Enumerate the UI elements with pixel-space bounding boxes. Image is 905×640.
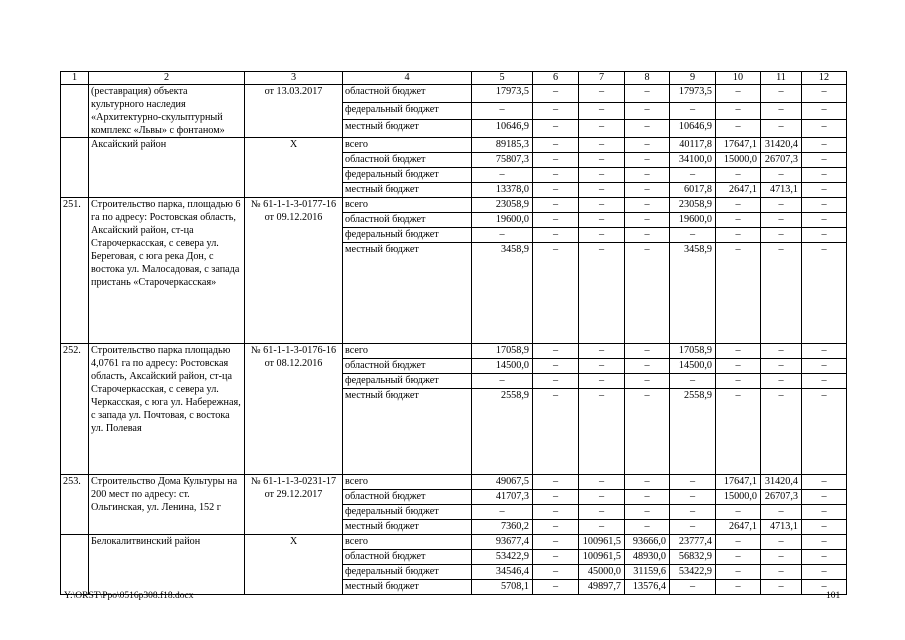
value-cell: – bbox=[802, 183, 847, 198]
value-cell: – bbox=[579, 374, 625, 389]
budget-source-label: местный бюджет bbox=[343, 183, 472, 198]
value-cell: 31159,6 bbox=[625, 565, 670, 580]
value-cell: – bbox=[761, 213, 802, 228]
budget-table bbox=[60, 71, 847, 595]
value-cell: 3458,9 bbox=[670, 243, 716, 344]
value-cell: 14500,0 bbox=[472, 359, 533, 374]
value-cell: – bbox=[670, 505, 716, 520]
table-row bbox=[61, 138, 847, 153]
value-cell: – bbox=[579, 475, 625, 490]
value-cell: – bbox=[802, 520, 847, 535]
value-cell: 100961,5 bbox=[579, 535, 625, 550]
value-cell: – bbox=[579, 344, 625, 359]
value-cell: – bbox=[802, 120, 847, 138]
column-number-cell: 10 bbox=[716, 72, 761, 85]
value-cell: – bbox=[716, 243, 761, 344]
document-reference: № 61-1-1-3-0231-17 от 29.12.2017 bbox=[245, 475, 343, 535]
row-number bbox=[61, 85, 89, 138]
column-number-cell: 3 bbox=[245, 72, 343, 85]
value-cell: – bbox=[761, 535, 802, 550]
value-cell: 49897,7 bbox=[579, 580, 625, 595]
value-cell: – bbox=[716, 389, 761, 475]
value-cell: – bbox=[579, 120, 625, 138]
value-cell: – bbox=[533, 120, 579, 138]
value-cell: – bbox=[670, 228, 716, 243]
value-cell: 10646,9 bbox=[472, 120, 533, 138]
value-cell: 14500,0 bbox=[670, 359, 716, 374]
value-cell: – bbox=[802, 168, 847, 183]
value-cell: – bbox=[533, 213, 579, 228]
budget-source-label: местный бюджет bbox=[343, 389, 472, 475]
value-cell: – bbox=[802, 344, 847, 359]
value-cell: 34546,4 bbox=[472, 565, 533, 580]
value-cell: 56832,9 bbox=[670, 550, 716, 565]
value-cell: 15000,0 bbox=[716, 490, 761, 505]
value-cell: 40117,8 bbox=[670, 138, 716, 153]
value-cell: – bbox=[761, 565, 802, 580]
value-cell: – bbox=[533, 344, 579, 359]
table-row bbox=[61, 475, 847, 490]
value-cell: – bbox=[716, 198, 761, 213]
value-cell: – bbox=[533, 505, 579, 520]
row-number: 252. bbox=[61, 344, 89, 475]
object-name: Строительство Дома Культуры на 200 мест по адресу: ст. Ольгинская, ул. Ленина, 152 г bbox=[89, 475, 245, 535]
value-cell: 53422,9 bbox=[670, 565, 716, 580]
value-cell: – bbox=[533, 565, 579, 580]
value-cell: – bbox=[579, 168, 625, 183]
value-cell: 93677,4 bbox=[472, 535, 533, 550]
table-row bbox=[61, 85, 847, 103]
value-cell: 2558,9 bbox=[472, 389, 533, 475]
value-cell: 7360,2 bbox=[472, 520, 533, 535]
value-cell: – bbox=[579, 243, 625, 344]
value-cell: – bbox=[670, 374, 716, 389]
value-cell: 17058,9 bbox=[670, 344, 716, 359]
value-cell: – bbox=[716, 550, 761, 565]
budget-source-label: всего bbox=[343, 535, 472, 550]
value-cell: – bbox=[579, 389, 625, 475]
column-number-cell: 11 bbox=[761, 72, 802, 85]
value-cell: – bbox=[670, 102, 716, 120]
value-cell: 15000,0 bbox=[716, 153, 761, 168]
value-cell: – bbox=[716, 213, 761, 228]
value-cell: – bbox=[802, 535, 847, 550]
value-cell: – bbox=[761, 344, 802, 359]
value-cell: – bbox=[533, 183, 579, 198]
value-cell: – bbox=[802, 359, 847, 374]
budget-source-label: федеральный бюджет bbox=[343, 565, 472, 580]
value-cell: – bbox=[761, 505, 802, 520]
value-cell: 6017,8 bbox=[670, 183, 716, 198]
budget-source-label: федеральный бюджет bbox=[343, 374, 472, 389]
column-number-cell: 9 bbox=[670, 72, 716, 85]
value-cell: – bbox=[625, 243, 670, 344]
value-cell: – bbox=[670, 475, 716, 490]
budget-source-label: местный бюджет bbox=[343, 120, 472, 138]
value-cell: – bbox=[579, 153, 625, 168]
document-reference: № 61-1-1-3-0177-16 от 09.12.2016 bbox=[245, 198, 343, 344]
value-cell: – bbox=[625, 153, 670, 168]
column-number-cell: 8 bbox=[625, 72, 670, 85]
value-cell: – bbox=[802, 102, 847, 120]
budget-source-label: федеральный бюджет bbox=[343, 102, 472, 120]
value-cell: 31420,4 bbox=[761, 475, 802, 490]
value-cell: – bbox=[625, 520, 670, 535]
value-cell: 5708,1 bbox=[472, 580, 533, 595]
value-cell: – bbox=[533, 102, 579, 120]
budget-source-label: всего bbox=[343, 138, 472, 153]
value-cell: 75807,3 bbox=[472, 153, 533, 168]
row-number bbox=[61, 535, 89, 595]
value-cell: – bbox=[716, 102, 761, 120]
value-cell: 93666,0 bbox=[625, 535, 670, 550]
value-cell: – bbox=[802, 490, 847, 505]
column-number-cell: 4 bbox=[343, 72, 472, 85]
object-name: Аксайский район bbox=[89, 138, 245, 198]
value-cell: – bbox=[761, 198, 802, 213]
value-cell: – bbox=[579, 490, 625, 505]
value-cell: – bbox=[533, 580, 579, 595]
value-cell: – bbox=[716, 168, 761, 183]
table-row bbox=[61, 198, 847, 213]
value-cell: 2647,1 bbox=[716, 183, 761, 198]
value-cell: – bbox=[761, 168, 802, 183]
budget-source-label: всего bbox=[343, 475, 472, 490]
value-cell: – bbox=[670, 490, 716, 505]
budget-source-label: федеральный бюджет bbox=[343, 228, 472, 243]
table-row bbox=[61, 344, 847, 359]
budget-source-label: областной бюджет bbox=[343, 490, 472, 505]
value-cell: – bbox=[802, 565, 847, 580]
value-cell: – bbox=[670, 168, 716, 183]
row-number: 251. bbox=[61, 198, 89, 344]
column-number-cell: 1 bbox=[61, 72, 89, 85]
value-cell: – bbox=[625, 374, 670, 389]
budget-source-label: всего bbox=[343, 198, 472, 213]
value-cell: – bbox=[533, 535, 579, 550]
value-cell: – bbox=[802, 243, 847, 344]
value-cell: – bbox=[716, 85, 761, 103]
value-cell: – bbox=[802, 475, 847, 490]
value-cell: 45000,0 bbox=[579, 565, 625, 580]
value-cell: – bbox=[533, 243, 579, 344]
value-cell: – bbox=[716, 359, 761, 374]
value-cell: – bbox=[625, 102, 670, 120]
column-number-cell: 7 bbox=[579, 72, 625, 85]
footer-file-path: Y:\ORST\Ppo\0516p308.f18.docx bbox=[64, 591, 194, 601]
value-cell: – bbox=[472, 374, 533, 389]
value-cell: – bbox=[579, 359, 625, 374]
value-cell: – bbox=[579, 102, 625, 120]
value-cell: – bbox=[472, 505, 533, 520]
value-cell: – bbox=[579, 228, 625, 243]
budget-source-label: областной бюджет bbox=[343, 359, 472, 374]
value-cell: 23058,9 bbox=[670, 198, 716, 213]
value-cell: – bbox=[716, 228, 761, 243]
value-cell: – bbox=[761, 580, 802, 595]
value-cell: – bbox=[761, 85, 802, 103]
value-cell: 17973,5 bbox=[472, 85, 533, 103]
value-cell: 17973,5 bbox=[670, 85, 716, 103]
value-cell: – bbox=[802, 580, 847, 595]
value-cell: – bbox=[625, 389, 670, 475]
value-cell: – bbox=[533, 374, 579, 389]
value-cell: – bbox=[802, 198, 847, 213]
value-cell: – bbox=[579, 183, 625, 198]
value-cell: 13576,4 bbox=[625, 580, 670, 595]
value-cell: – bbox=[802, 505, 847, 520]
object-name: Строительство парка, площадью 6 га по адресу: Ростовская область, Аксайский район, ст-ца Старочеркасская, с севера ул. Береговая, с юга река Дон, с востока ул. Малосадовая, с запада пристань «Старочеркасская» bbox=[89, 198, 245, 344]
value-cell: – bbox=[625, 120, 670, 138]
value-cell: 10646,9 bbox=[670, 120, 716, 138]
value-cell: – bbox=[533, 550, 579, 565]
value-cell: – bbox=[716, 120, 761, 138]
value-cell: – bbox=[761, 359, 802, 374]
value-cell: 23777,4 bbox=[670, 535, 716, 550]
value-cell: 23058,9 bbox=[472, 198, 533, 213]
value-cell: – bbox=[716, 535, 761, 550]
value-cell: 49067,5 bbox=[472, 475, 533, 490]
value-cell: – bbox=[533, 475, 579, 490]
value-cell: – bbox=[472, 168, 533, 183]
value-cell: 2558,9 bbox=[670, 389, 716, 475]
value-cell: – bbox=[716, 344, 761, 359]
value-cell: – bbox=[625, 359, 670, 374]
value-cell: – bbox=[579, 138, 625, 153]
value-cell: 48930,0 bbox=[625, 550, 670, 565]
value-cell: – bbox=[472, 228, 533, 243]
budget-source-label: областной бюджет bbox=[343, 85, 472, 103]
value-cell: – bbox=[761, 243, 802, 344]
value-cell: 89185,3 bbox=[472, 138, 533, 153]
value-cell: – bbox=[533, 389, 579, 475]
object-name: Строительство парка площадью 4,0761 га по адресу: Ростовская область, Аксайский район, ст-ца Старочеркасская, с севера ул. Черкасская, с юга ул. Набережная, с запада ул. Почтовая, с востока ул. Полевая bbox=[89, 344, 245, 475]
value-cell: – bbox=[802, 138, 847, 153]
value-cell: – bbox=[802, 153, 847, 168]
value-cell: – bbox=[579, 198, 625, 213]
value-cell: – bbox=[625, 183, 670, 198]
value-cell: – bbox=[802, 374, 847, 389]
value-cell: – bbox=[625, 475, 670, 490]
value-cell: – bbox=[761, 102, 802, 120]
value-cell: – bbox=[802, 85, 847, 103]
value-cell: – bbox=[625, 344, 670, 359]
value-cell: 19600,0 bbox=[670, 213, 716, 228]
value-cell: 4713,1 bbox=[761, 183, 802, 198]
value-cell: – bbox=[716, 565, 761, 580]
budget-source-label: федеральный бюджет bbox=[343, 168, 472, 183]
value-cell: – bbox=[579, 213, 625, 228]
value-cell: – bbox=[472, 102, 533, 120]
value-cell: – bbox=[716, 374, 761, 389]
row-number bbox=[61, 138, 89, 198]
value-cell: – bbox=[533, 198, 579, 213]
value-cell: – bbox=[533, 359, 579, 374]
value-cell: – bbox=[802, 389, 847, 475]
budget-source-label: федеральный бюджет bbox=[343, 505, 472, 520]
value-cell: – bbox=[761, 550, 802, 565]
object-name: (реставрация) объекта культурного наследия «Архитектурно-скульптурный комплекс «Львы» с фонтаном» bbox=[89, 85, 245, 138]
value-cell: – bbox=[670, 580, 716, 595]
page-number: 101 bbox=[826, 591, 841, 601]
column-number-cell: 2 bbox=[89, 72, 245, 85]
value-cell: – bbox=[802, 550, 847, 565]
value-cell: – bbox=[761, 228, 802, 243]
budget-source-label: областной бюджет bbox=[343, 550, 472, 565]
value-cell: – bbox=[533, 168, 579, 183]
value-cell: 4713,1 bbox=[761, 520, 802, 535]
document-reference: от 13.03.2017 bbox=[245, 85, 343, 138]
document-reference: Х bbox=[245, 138, 343, 198]
value-cell: – bbox=[533, 520, 579, 535]
value-cell: – bbox=[533, 153, 579, 168]
value-cell: 100961,5 bbox=[579, 550, 625, 565]
value-cell: – bbox=[625, 213, 670, 228]
value-cell: 34100,0 bbox=[670, 153, 716, 168]
value-cell: – bbox=[533, 490, 579, 505]
value-cell: – bbox=[625, 168, 670, 183]
value-cell: 41707,3 bbox=[472, 490, 533, 505]
document-reference: Х bbox=[245, 535, 343, 595]
object-name: Белокалитвинский район bbox=[89, 535, 245, 595]
value-cell: – bbox=[625, 198, 670, 213]
row-number: 253. bbox=[61, 475, 89, 535]
value-cell: – bbox=[579, 520, 625, 535]
value-cell: 26707,3 bbox=[761, 153, 802, 168]
column-number-cell: 6 bbox=[533, 72, 579, 85]
column-number-cell: 12 bbox=[802, 72, 847, 85]
value-cell: 26707,3 bbox=[761, 490, 802, 505]
value-cell: – bbox=[625, 228, 670, 243]
budget-source-label: областной бюджет bbox=[343, 213, 472, 228]
value-cell: 17647,1 bbox=[716, 138, 761, 153]
value-cell: – bbox=[533, 85, 579, 103]
value-cell: – bbox=[625, 505, 670, 520]
value-cell: – bbox=[579, 505, 625, 520]
budget-source-label: местный бюджет bbox=[343, 243, 472, 344]
budget-source-label: местный бюджет bbox=[343, 580, 472, 595]
value-cell: 53422,9 bbox=[472, 550, 533, 565]
value-cell: – bbox=[579, 85, 625, 103]
value-cell: 2647,1 bbox=[716, 520, 761, 535]
value-cell: – bbox=[533, 228, 579, 243]
value-cell: – bbox=[761, 389, 802, 475]
value-cell: 13378,0 bbox=[472, 183, 533, 198]
value-cell: – bbox=[533, 138, 579, 153]
value-cell: – bbox=[625, 85, 670, 103]
value-cell: – bbox=[802, 228, 847, 243]
value-cell: 17058,9 bbox=[472, 344, 533, 359]
value-cell: – bbox=[716, 580, 761, 595]
value-cell: – bbox=[625, 490, 670, 505]
value-cell: – bbox=[625, 138, 670, 153]
value-cell: – bbox=[761, 120, 802, 138]
value-cell: 3458,9 bbox=[472, 243, 533, 344]
table-row bbox=[61, 535, 847, 550]
column-number-cell: 5 bbox=[472, 72, 533, 85]
value-cell: – bbox=[716, 505, 761, 520]
value-cell: 19600,0 bbox=[472, 213, 533, 228]
document-reference: № 61-1-1-3-0176-16 от 08.12.2016 bbox=[245, 344, 343, 475]
column-number-row bbox=[61, 72, 847, 85]
budget-source-label: всего bbox=[343, 344, 472, 359]
value-cell: – bbox=[761, 374, 802, 389]
budget-source-label: областной бюджет bbox=[343, 153, 472, 168]
value-cell: 31420,4 bbox=[761, 138, 802, 153]
budget-source-label: местный бюджет bbox=[343, 520, 472, 535]
value-cell: – bbox=[802, 213, 847, 228]
value-cell: – bbox=[670, 520, 716, 535]
value-cell: 17647,1 bbox=[716, 475, 761, 490]
